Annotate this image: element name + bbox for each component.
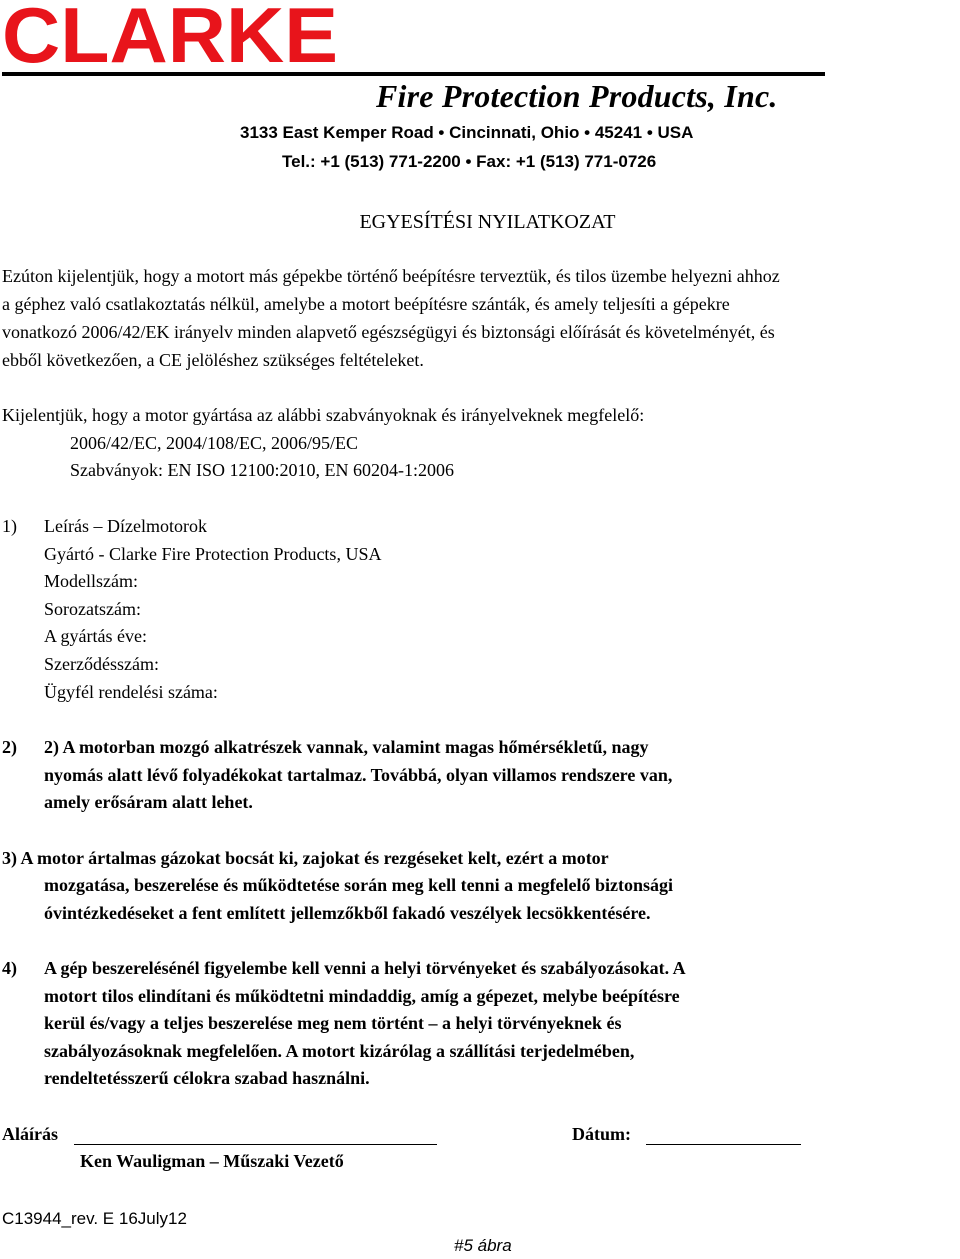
item4-line: szabályozásoknak megfelelően. A motort kizárólag a szállítási terjedelmében, — [44, 1041, 635, 1061]
item-number: 1) — [2, 516, 17, 536]
date-label: Dátum: — [572, 1124, 631, 1144]
item-number: 2) — [2, 737, 17, 757]
company-address: 3133 East Kemper Road • Cincinnati, Ohio • 45241 • USA — [240, 123, 694, 142]
clarke-logo — [2, 0, 340, 68]
intro-line: Ezúton kijelentjük, hogy a motort más gépekbe történő beépítésre terveztük, és tilos üzembe helyezni ahhoz — [2, 266, 780, 286]
company-phone: Tel.: +1 (513) 771-2200 • Fax: +1 (513) 771-0726 — [282, 152, 657, 171]
signature-line — [74, 1126, 437, 1145]
intro-line: a géphez való csatlakoztatás nélkül, amelybe a motort beépítésre szánták, és amely teljesíti a gépekre — [2, 294, 730, 314]
header-rule — [2, 72, 825, 76]
item2-line: 2) A motorban mozgó alkatrészek vannak, valamint magas hőmérsékletű, nagy — [44, 737, 649, 757]
item1-order-number: Ügyfél rendelési száma: — [44, 682, 218, 702]
item4-line: rendeltetésszerű célokra szabad használni. — [44, 1068, 370, 1088]
item3-line: óvintézkedéseket a fent említett jellemzőkből fakadó veszélyek lecsökkentésére. — [44, 903, 651, 923]
signer-name: Ken Wauligman – Műszaki Vezető — [80, 1151, 344, 1171]
directives-line: 2006/42/EC, 2004/108/EC, 2006/95/EC — [70, 433, 359, 453]
item4-line: kerül és/vagy a teljes beszerelése meg nem történt – a helyi törvényeknek és — [44, 1013, 622, 1033]
company-name: Fire Protection Products, Inc. — [376, 78, 778, 114]
item2-line: nyomás alatt lévő folyadékokat tartalmaz. Továbbá, olyan villamos rendszere van, — [44, 765, 673, 785]
standards-line: Szabványok: EN ISO 12100:2010, EN 60204-1:2006 — [70, 460, 454, 480]
item2-line: amely erősáram alatt lehet. — [44, 792, 253, 812]
intro-line: vonatkozó 2006/42/EK irányelv minden alapvető egészségügyi és biztonsági előírását és követelményét, és — [2, 322, 775, 342]
item1-year: A gyártás éve: — [44, 626, 147, 646]
item1-description: Leírás – Dízelmotorok — [44, 516, 207, 536]
item3-line: mozgatása, beszerelése és működtetése során meg kell tenni a megfelelő biztonsági — [44, 875, 674, 895]
declare-line: Kijelentjük, hogy a motor gyártása az alábbi szabványoknak és irányelveknek megfelelő: — [2, 405, 645, 425]
item1-model-number: Modellszám: — [44, 571, 138, 591]
item1-manufacturer: Gyártó - Clarke Fire Protection Products, USA — [44, 544, 382, 564]
date-line — [646, 1126, 801, 1145]
figure-caption: #5 ábra — [454, 1236, 512, 1255]
item1-contract-number: Szerződésszám: — [44, 654, 159, 674]
item4-line: A gép beszerelésénél figyelembe kell venni a helyi törvényeket és szabályozásokat. A — [44, 958, 686, 978]
document-code: C13944_rev. E 16July12 — [2, 1209, 187, 1228]
item3-first-line: 3) A motor ártalmas gázokat bocsát ki, zajokat és rezgéseket kelt, ezért a motor — [2, 848, 609, 868]
item-number: 4) — [2, 958, 17, 978]
signature-label: Aláírás — [2, 1124, 58, 1144]
item4-line: motort tilos elindítani és működtetni mindaddig, amíg a gépezet, melybe beépítésre — [44, 986, 680, 1006]
document-title: EGYESÍTÉSI NYILATKOZAT — [359, 211, 616, 233]
intro-line: ebből következően, a CE jelöléshez szükséges feltételeket. — [2, 350, 424, 370]
item1-serial-number: Sorozatszám: — [44, 599, 141, 619]
svg-text:CLARKE: CLARKE — [2, 0, 338, 68]
